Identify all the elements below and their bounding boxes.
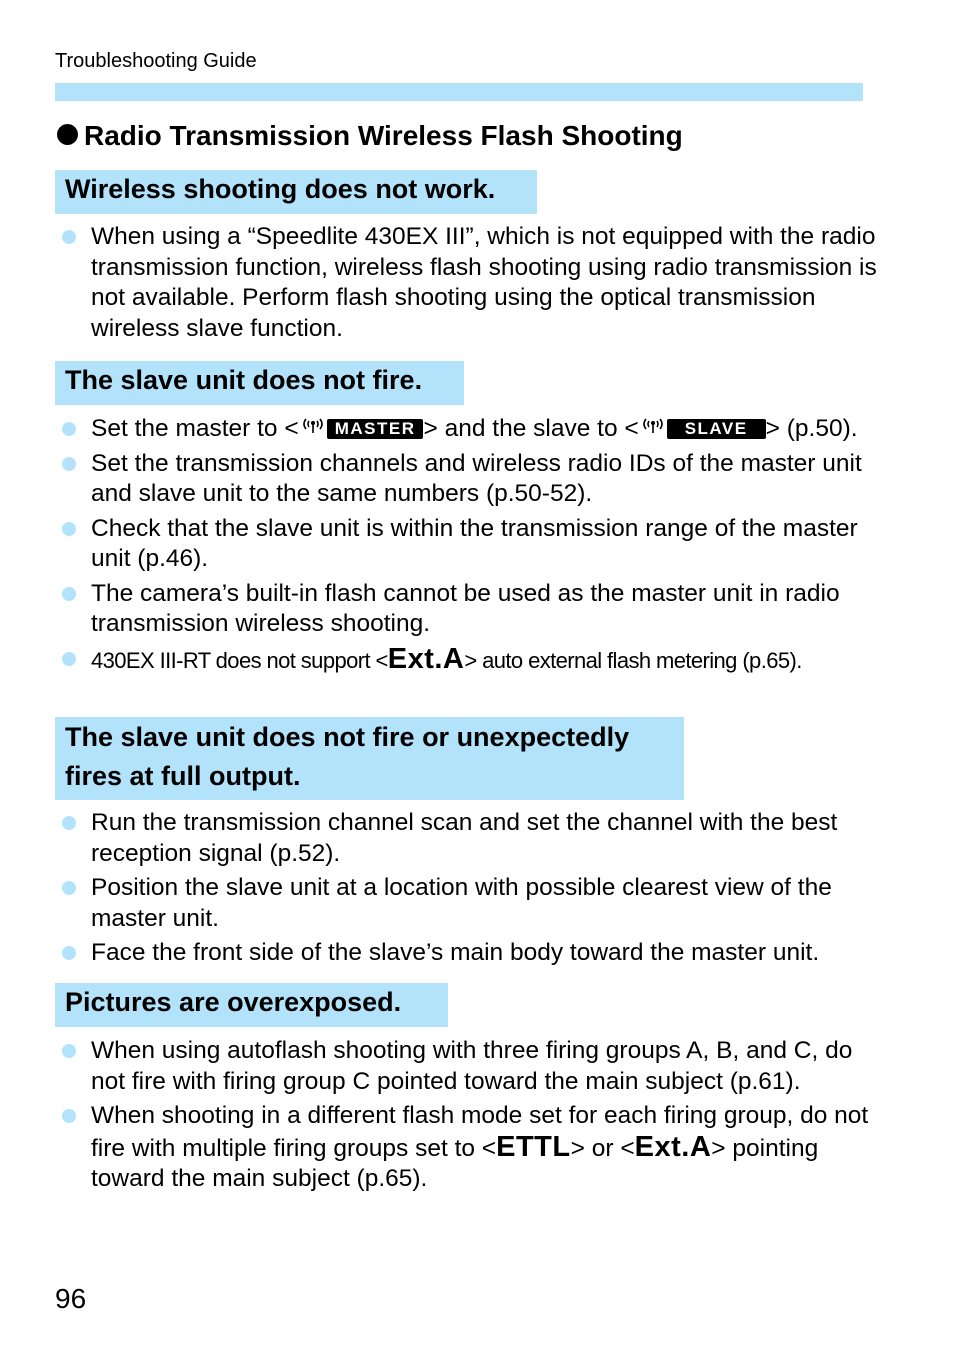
ext-a-mode-icon: Ext.A bbox=[387, 642, 465, 675]
bullet-icon bbox=[62, 946, 76, 960]
bullet-icon bbox=[62, 881, 76, 895]
heading-slave-not-fire: The slave unit does not fire. bbox=[55, 361, 464, 405]
list-slave-not-fire bbox=[60, 414, 880, 680]
bullet-icon bbox=[62, 522, 76, 536]
master-badge: MASTER bbox=[327, 419, 424, 439]
list-slave-unexpected bbox=[60, 808, 880, 973]
bullet-icon bbox=[62, 230, 76, 244]
list-wireless-not-work bbox=[60, 222, 880, 348]
radio-wireless-icon bbox=[300, 416, 326, 434]
ext-a-mode-icon: Ext.A bbox=[634, 1130, 712, 1163]
list-item: The camera’s built-in flash cannot be used as the master unit in radio transmission wireless shooting. bbox=[60, 579, 880, 640]
list-item: Position the slave unit at a location with possible clearest view of the master unit. bbox=[60, 873, 880, 934]
bullet-icon bbox=[62, 587, 76, 601]
radio-wireless-icon bbox=[640, 416, 666, 434]
list-overexposed bbox=[60, 1036, 880, 1199]
bullet-icon bbox=[62, 457, 76, 471]
ettl-mode-icon: ETTL bbox=[496, 1130, 571, 1163]
list-item: Check that the slave unit is within the transmission range of the master unit (p.46). bbox=[60, 514, 880, 575]
bullet-icon bbox=[62, 1109, 76, 1123]
list-item: Set the transmission channels and wireless radio IDs of the master unit and slave unit to the same numbers (p.50-52). bbox=[60, 449, 880, 510]
list-item: Face the front side of the slave’s main body toward the master unit. bbox=[60, 938, 880, 969]
section-title bbox=[57, 120, 683, 152]
list-item: When using autoflash shooting with three firing groups A, B, and C, do not fire with firing group C pointed toward the main subject (p.61). bbox=[60, 1036, 880, 1097]
list-item: Run the transmission channel scan and set the channel with the best reception signal (p.52). bbox=[60, 808, 880, 869]
heading-overexposed: Pictures are overexposed. bbox=[55, 983, 448, 1027]
page-number: 96 bbox=[55, 1283, 87, 1314]
bullet-icon bbox=[62, 816, 76, 830]
list-item: When using a “Speedlite 430EX III”, which is not equipped with the radio transmission function, wireless flash shooting using radio transmission is not available. Perform flash shooting using the optical transmission wireless slave function. bbox=[60, 222, 880, 344]
list-item: 430EX III-RT does not support <Ext.A> auto external flash metering (p.65). bbox=[60, 644, 880, 677]
bullet-icon bbox=[57, 124, 78, 145]
bullet-icon bbox=[62, 422, 76, 436]
heading-wireless-not-work: Wireless shooting does not work. bbox=[55, 170, 537, 214]
list-item: When shooting in a different flash mode set for each firing group, do not fire with multiple firing groups set to <ETTL> or <Ext.A> pointing toward the main subject (p.65). bbox=[60, 1101, 880, 1195]
bullet-icon bbox=[62, 652, 76, 666]
section-title-text: Radio Transmission Wireless Flash Shooting bbox=[84, 120, 683, 151]
heading-slave-unexpected: The slave unit does not fire or unexpectedly fires at full output. bbox=[55, 717, 684, 800]
header-bar bbox=[55, 83, 863, 101]
running-header: Troubleshooting Guide bbox=[55, 50, 257, 72]
list-item: Set the master to < MASTER > and the slave to < SLAVE > (p.50). bbox=[60, 414, 880, 445]
slave-badge: SLAVE bbox=[667, 419, 766, 439]
bullet-icon bbox=[62, 1044, 76, 1058]
